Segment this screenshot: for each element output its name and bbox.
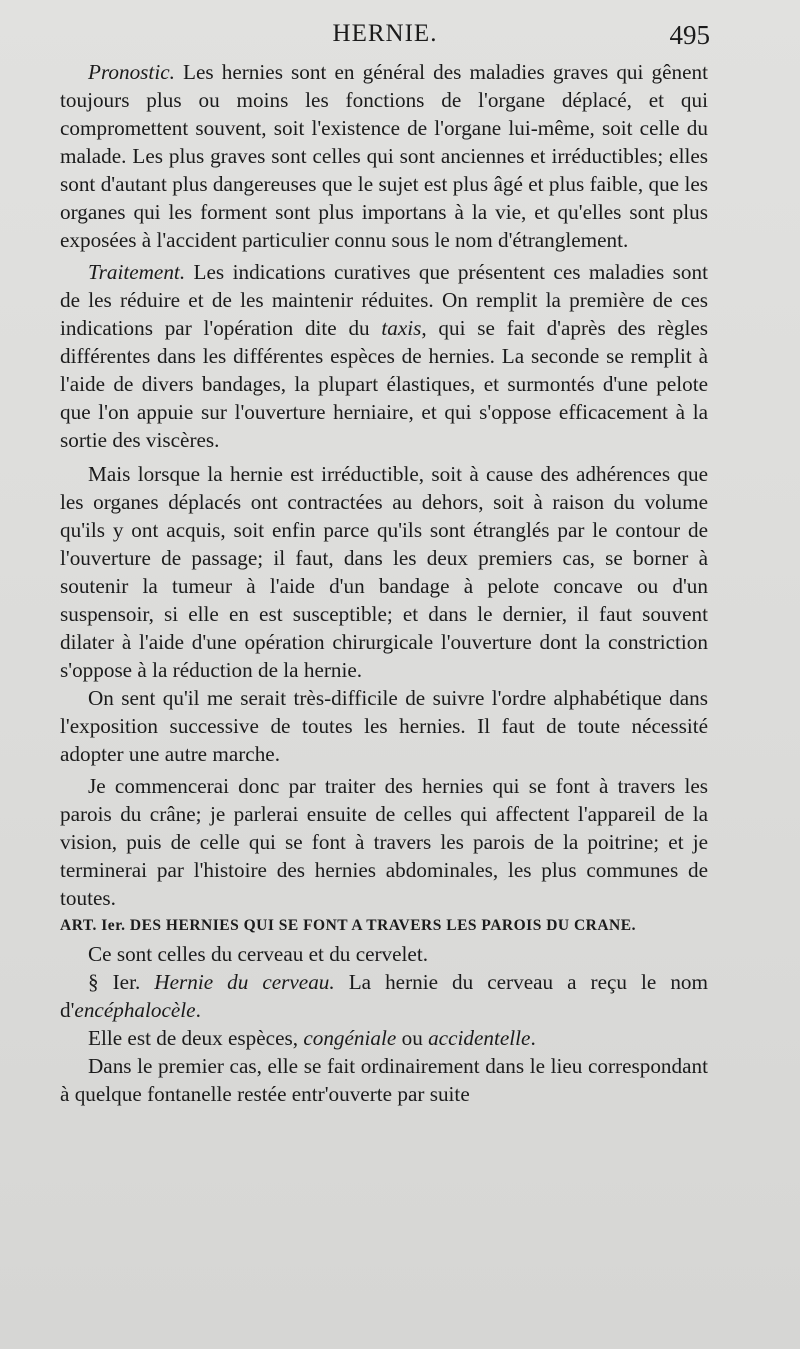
section-mark: § Ier. — [88, 970, 155, 994]
accidentelle-term: accidentelle — [428, 1026, 531, 1050]
page-number: 495 — [669, 20, 710, 50]
paragraph-plan: Je commencerai donc par traiter des hernies qui se font à travers les parois du crâne; je parlerai ensuite de celles qui affectent l'appareil de la vision, puis de celle qui se font à travers les parois de la poitrine; et je terminerai par l'histoire des hernies abdominales, les plus communes de toutes. — [60, 774, 708, 910]
hernie-cerveau-text-b: . — [195, 998, 201, 1022]
paragraph-pronostic — [60, 58, 708, 254]
paragraph-premier-cas: Dans le premier cas, elle se fait ordinairement dans le lieu correspondant à quelque fontanelle restée entr'ouverte par suite — [60, 1054, 708, 1106]
running-head: HERNIE. — [332, 20, 438, 47]
body-text — [60, 58, 708, 1108]
pronostic-text: Les hernies sont en général des maladies graves qui gênent toujours plus ou moins les fonctions de l'organe déplacé, et qui compromettent souvent, soit l'existence de l'organe lui-même, soit celle du malade. Les plus graves sont celles qui sont anciennes et irréductibles; elles sont d'autant plus dangereuses que le sujet est plus âgé et plus faible, que les organes qui les forment sont plus importans à la vie, et qu'elles sont plus exposées à l'accident particulier connu sous le nom d'étranglement. — [60, 60, 708, 252]
especes-mid: ou — [396, 1026, 429, 1050]
traitement-text-b: , qui se fait d'après des règles différentes dans les différentes espèces de hernies. La seconde se remplit à l'aide de divers bandages, la plupart élastiques, et surmontés d'une pelote que l'on appuie sur l'ouverture herniaire, et qui s'oppose efficacement à la sortie des viscères. — [60, 316, 709, 452]
paragraph-hernie-cerveau — [60, 968, 708, 1024]
encephalocele-term: encéphalocèle — [74, 998, 196, 1022]
paragraph-irreductible: Mais lorsque la hernie est irréductible, soit à cause des adhérences que les organes déplacés ont contractées au dehors, soit à raison du volume qu'ils y ont acquis, soit enfin parce qu'ils sont étranglés par le contour de l'ouverture de passage; il faut, dans les deux premiers cas, se borner à soutenir la tumeur à l'aide d'un bandage à pelote concave ou d'un suspensoir, si elle en est susceptible; et dans le dernier, il faut souvent dilater à l'aide d'une opération chirurgicale l'ouverture dont la constriction s'oppose à la réduction de la hernie. — [60, 462, 708, 682]
page-header — [60, 20, 710, 54]
hernie-cerveau-label: Hernie du cerveau. — [154, 970, 335, 994]
taxis-term: taxis — [381, 316, 422, 340]
especes-text: Elle est de deux espèces, — [88, 1026, 304, 1050]
traitement-label: Traitement. — [88, 260, 186, 284]
pronostic-label: Pronostic. — [88, 60, 175, 84]
congeniale-term: congéniale — [303, 1026, 397, 1050]
paragraph-ordre: On sent qu'il me serait très-difficile de suivre l'ordre alphabétique dans l'exposition successive de toutes les hernies. Il faut de toute nécessité adopter une autre marche. — [60, 686, 708, 766]
paragraph-especes — [60, 1024, 708, 1052]
paragraph-traitement — [60, 258, 708, 454]
especes-end: . — [530, 1026, 536, 1050]
traitement-text-a: Les indications curatives que présentent ces maladies sont de les réduire et de les maintenir réduites. On remplit la première de ces indications par l'opération dite du — [60, 260, 708, 340]
hernie-cerveau-text-a: La hernie du cerveau a reçu le nom d' — [60, 970, 708, 1022]
paragraph-cerveau-cervelet: Ce sont celles du cerveau et du cervelet. — [88, 942, 429, 966]
section-title: ART. Ier. DES HERNIES QUI SE FONT A TRAVERS LES PAROIS DU CRANE. — [60, 917, 636, 934]
